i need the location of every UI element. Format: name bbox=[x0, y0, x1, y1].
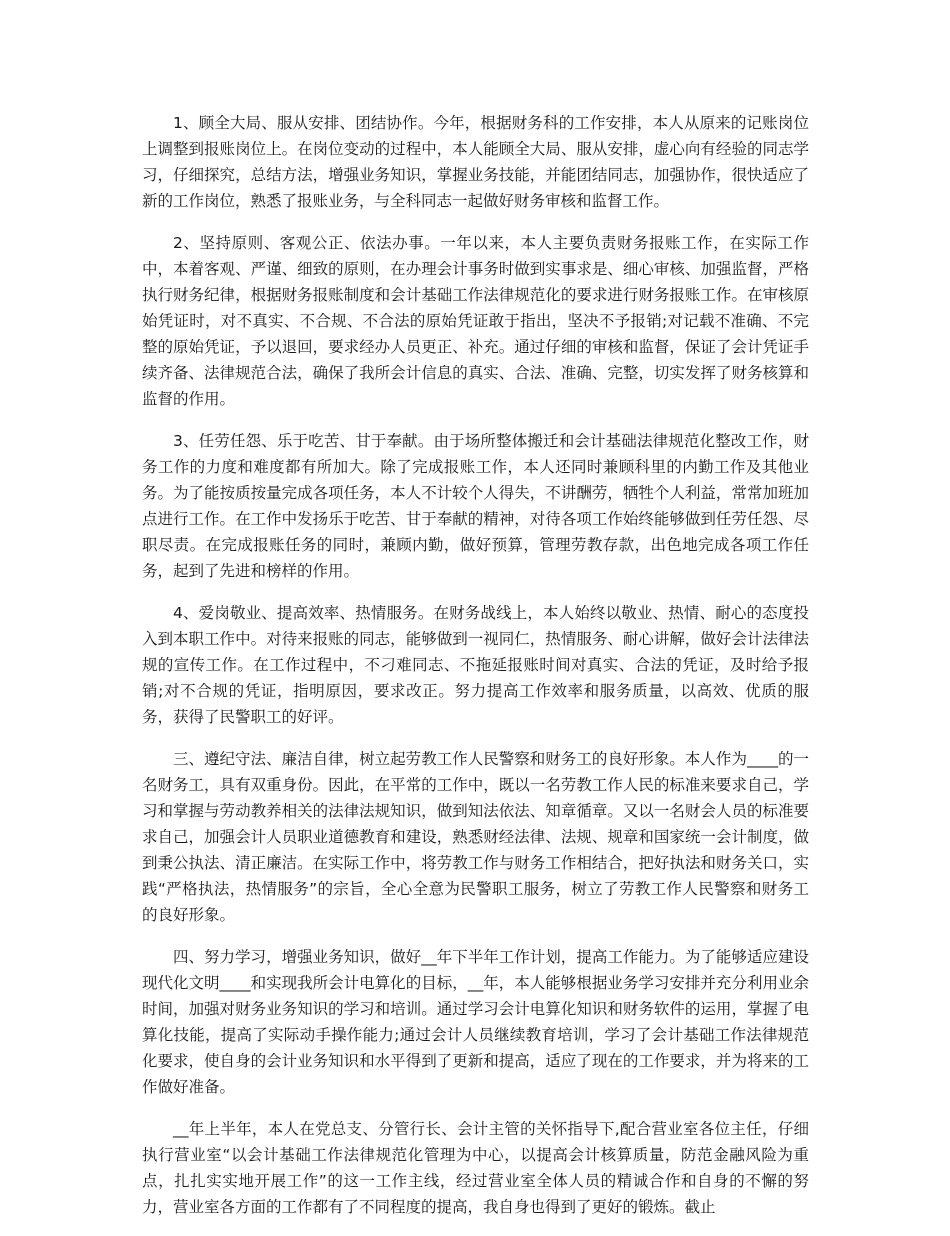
paragraph-2: 2、坚持原则、客观公正、依法办事。一年以来，本人主要负责财务报账工作，在实际工作中，本着客观、严谨、细致的原则，在办理会计事务时做到实事求是、细心审核、加强监督，严格执行财务纪律，根据财务报账制度和会计基础工作法律规范化的要求进行财务报账工作。在审核原始凭证时，对不真实、不合规、不合法的原始凭证敢于指出，坚决不予报销;对记载不准确、不完整的原始凭证，予以退回，要求经办人员更正、补充。通过仔细的审核和监督，保证了会计凭证手续齐备、法律规范合法，确保了我所会计信息的真实、合法、准确、完整，切实发挥了财务核算和监督的作用。 bbox=[142, 234, 809, 408]
paragraph-6: 四、努力学习，增强业务知识，做好__年下半年工作计划，提高工作能力。为了能够适应建设现代化文明____和实现我所会计电算化的目标，__年，本人能够根据业务学习安排并充分利用业余时间，加强对财务业务知识的学习和培训。通过学习会计电算化知识和财务软件的运用，掌握了电算化技能，提高了实际动手操作能力;通过会计人员继续教育培训，学习了会计基础工作法律规范化要求，使自身的会计业务知识和水平得到了更新和提高，适应了现在的工作要求，并为将来的工作做好准备。 bbox=[142, 948, 809, 1096]
paragraph-5: 三、遵纪守法、廉洁自律，树立起劳教工作人民警察和财务工的良好形象。本人作为____的一名财务工，具有双重身份。因此，在平常的工作中，既以一名劳教工作人民的标准来要求自己，学习和掌握与劳动教养相关的法律法规知识，做到知法依法、知章循章。又以一名财会人员的标准要求自己，加强会计人员职业道德教育和建设，熟悉财经法律、法规、规章和国家统一会计制度，做到秉公执法、清正廉洁。在实际工作中，将劳教工作与财务工作相结合，把好执法和财务关口，实践“严格执法，热情服务”的宗旨，全心全意为民警职工服务，树立了劳教工作人民警察和财务工的良好形象。 bbox=[142, 750, 809, 924]
paragraph-4: 4、爱岗敬业、提高效率、热情服务。在财务战线上，本人始终以敬业、热情、耐心的态度投入到本职工作中。对待来报账的同志，能够做到一视同仁，热情服务、耐心讲解，做好会计法律法规的宣传工作。在工作过程中，不刁难同志、不拖延报账时间对真实、合法的凭证，及时给予报销;对不合规的凭证，指明原因，要求改正。努力提高工作效率和服务质量，以高效、优质的服务，获得了民警职工的好评。 bbox=[142, 604, 809, 726]
paragraph-3: 3、任劳任怨、乐于吃苦、甘于奉献。由于场所整体搬迁和会计基础法律规范化整改工作，财务工作的力度和难度都有所加大。除了完成报账工作，本人还同时兼顾科里的内勤工作及其他业务。为了能按质按量完成各项任务，本人不计较个人得失，不讲酬劳，牺牲个人利益，常常加班加点进行工作。在工作中发扬乐于吃苦、甘于奉献的精神，对待各项工作始终能够做到任劳任怨、尽职尽责。在完成报账任务的同时，兼顾内勤，做好预算，管理劳教存款，出色地完成各项工作任务，起到了先进和榜样的作用。 bbox=[142, 432, 809, 580]
document-page bbox=[142, 110, 809, 1236]
paragraph-7: __年上半年，本人在党总支、分管行长、会计主管的关怀指导下,配合营业室各位主任，仔细执行营业室“以会计基础工作法律规范化管理为中心，以提高会计核算质量，防范金融风险为重点，扎扎实实地开展工作”的这一工作主线，经过营业室全体人员的精诚合作和自身的不懈的努力，营业室各方面的工作都有了不同程度的提高，我自身也得到了更好的锻炼。截止 bbox=[142, 1120, 809, 1216]
paragraph-1: 1、顾全大局、服从安排、团结协作。今年，根据财务科的工作安排，本人从原来的记账岗位上调整到报账岗位上。在岗位变动的过程中，本人能顾全大局、服从安排，虚心向有经验的同志学习，仔细探究，总结方法，增强业务知识，掌握业务技能，并能团结同志，加强协作，很快适应了新的工作岗位，熟悉了报账业务，与全科同志一起做好财务审核和监督工作。 bbox=[142, 114, 809, 210]
